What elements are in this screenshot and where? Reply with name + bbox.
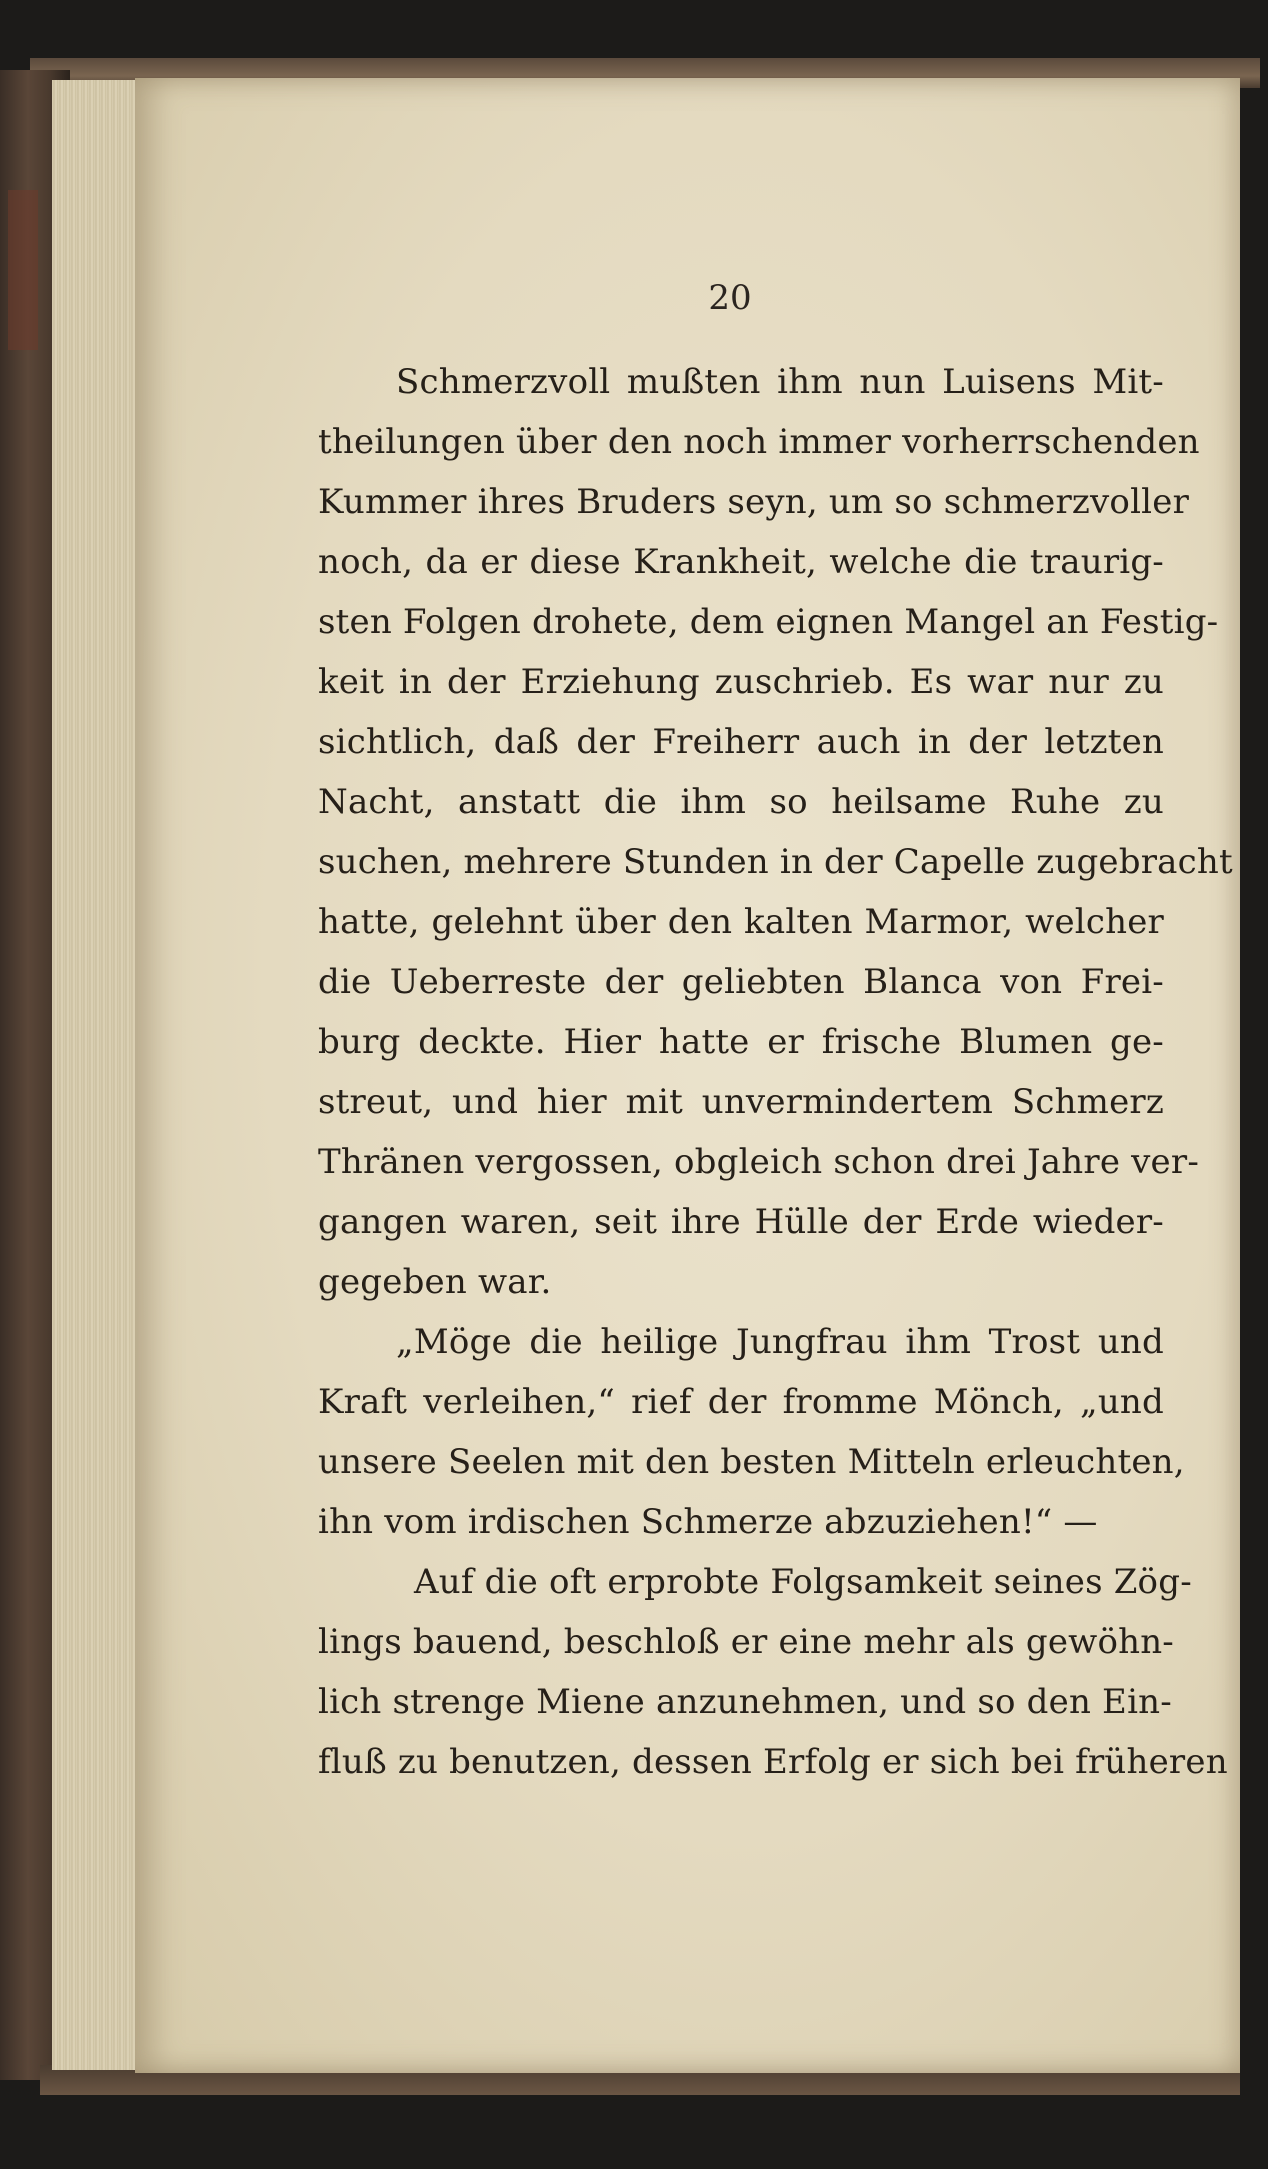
text-line: suchen, mehrere Stunden in der Capelle zugebracht [318, 842, 1233, 882]
text-line: gangen waren, seit ihre Hülle der Erde wieder- [318, 1202, 1164, 1242]
text-line: gegeben war. [318, 1262, 552, 1302]
page-edges [52, 80, 142, 2070]
text-line: noch, da er diese Krankheit, welche die traurig- [318, 542, 1164, 582]
text-line: ihn vom irdischen Schmerze abzuziehen!“ — [318, 1502, 1098, 1542]
text-line: die Ueberreste der geliebten Blanca von Frei- [318, 962, 1164, 1002]
text-line: lings bauend, beschloß er eine mehr als gewöhn- [318, 1622, 1174, 1662]
text-line: Kummer ihres Bruders seyn, um so schmerzvoller [318, 482, 1190, 522]
text-line: streut, und hier mit unvermindertem Schmerz [318, 1082, 1164, 1122]
text-line: sichtlich, daß der Freiherr auch in der letzten [318, 722, 1164, 762]
text-line: Thränen vergossen, obgleich schon drei Jahre ver- [318, 1142, 1200, 1182]
text-line: theilungen über den noch immer vorherrschenden [318, 422, 1200, 462]
text-line: „Möge die heilige Jungfrau ihm Trost und [396, 1322, 1164, 1362]
page-text [318, 352, 1233, 1792]
text-line: burg deckte. Hier hatte er frische Blumen ge- [318, 1022, 1164, 1062]
text-line: fluß zu benutzen, dessen Erfolg er sich bei früheren [318, 1742, 1228, 1782]
text-line: keit in der Erziehung zuschrieb. Es war nur zu [318, 662, 1164, 702]
text-line: Kraft verleihen,“ rief der fromme Mönch, „und [318, 1382, 1164, 1422]
page-number: 20 [708, 278, 752, 318]
text-line: hatte, gelehnt über den kalten Marmor, welcher [318, 902, 1164, 942]
text-line: Auf die oft erprobte Folgsamkeit seines Zög- [414, 1562, 1192, 1602]
text-line: lich strenge Miene anzunehmen, und so den Ein- [318, 1682, 1172, 1722]
text-line: Nacht, anstatt die ihm so heilsame Ruhe zu [318, 782, 1164, 822]
text-line: sten Folgen drohete, dem eignen Mangel an Festig- [318, 602, 1219, 642]
text-line: Schmerzvoll mußten ihm nun Luisens Mit- [396, 362, 1164, 402]
text-line: unsere Seelen mit den besten Mitteln erleuchten, [318, 1442, 1185, 1482]
